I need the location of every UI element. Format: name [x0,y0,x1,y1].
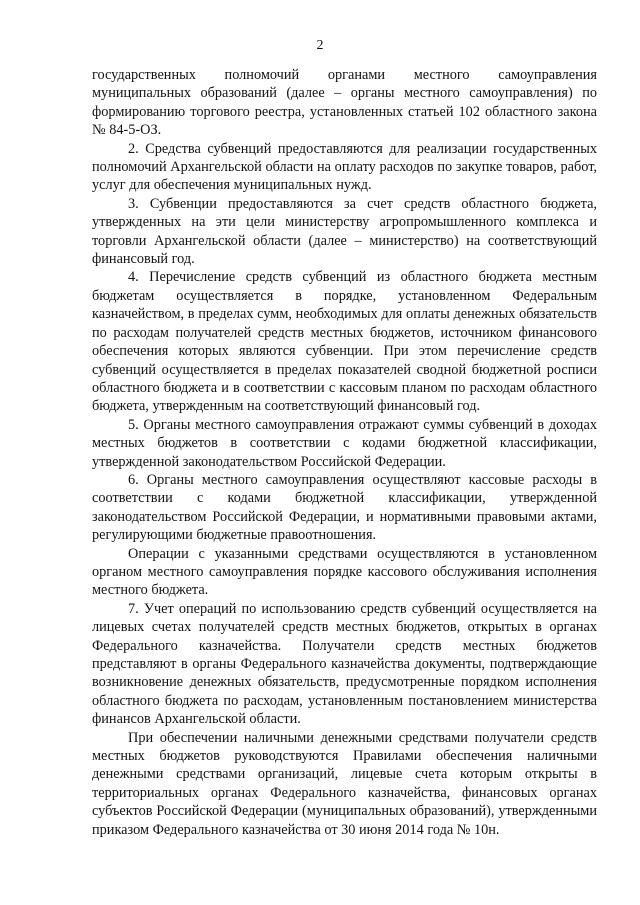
paragraph-3-subvention-funding: 3. Субвенции предоставляются за счет средств областного бюджета, утвержденных на эти цели министерству агропромышленного комплекса и торговли Архангельской области (далее – министерство) на соответствующий финансовый год. [92,195,597,268]
paragraph-2-subvention-purpose: 2. Средства субвенций предоставляются для реализации государственных полномочий Архангельской области на оплату расходов по закупке товаров, работ, услуг для обеспечения муниципальных нужд. [92,140,597,194]
paragraph-7-accounting: 7. Учет операций по использованию средств субвенций осуществляется на лицевых счетах получателей средств местных бюджетов, открытых в органах Федерального казначейства. Получатели средств местных бюджетов представляют в органы Федерального казначейства документы, подтверждающие возникновение денежных обязательств, предусмотренные порядком исполнения областного бюджета по расходам, установленным постановлением министерства финансов Архангельской области. [92,600,597,728]
document-body [92,66,597,839]
paragraph-continuation: государственных полномочий органами местного самоуправления муниципальных образований (далее – органы местного самоуправления) по формированию торгового реестра, установленных статьей 102 областного закона № 84-5-ОЗ. [92,67,597,139]
paragraph-5-revenue-reporting: 5. Органы местного самоуправления отражают суммы субвенций в доходах местных бюджетов в соответствии с кодами бюджетной классификации, утвержденной законодательством Российской Федерации. [92,416,597,470]
paragraph-4-transfer-procedure: 4. Перечисление средств субвенций из областного бюджета местным бюджетам осуществляется в порядке, установленном Федеральным казначейством, в пределах сумм, необходимых для оплаты денежных обязательств по расходам получателей средств местных бюджетов, источником финансового обеспечения которых являются субвенции. При этом перечисление средств субвенций осуществляется в пределах показателей сводной бюджетной росписи областного бюджета и в соответствии с кассовым планом по расходам областного бюджета, утвержденным на соответствующий финансовый год. [92,269,597,415]
page-number: 2 [316,38,324,53]
paragraph-cash-provision: При обеспечении наличными денежными средствами получатели средств местных бюджетов руководствуются Правилами обеспечения наличными денежными средствами организаций, лицевые счета которым открыты в территориальных органах Федерального казначейства, финансовых органах субъектов Российской Федерации (муниципальных образований), утвержденными приказом Федерального казначейства от 30 июня 2014 года № 10н. [92,729,597,838]
paragraph-operations: Операции с указанными средствами осуществляются в установленном органом местного самоуправления порядке кассового обслуживания исполнения местного бюджета. [92,545,597,599]
paragraph-6-cash-expenditures: 6. Органы местного самоуправления осуществляют кассовые расходы в соответствии с кодами бюджетной классификации, утвержденной законодательством Российской Федерации, и нормативными правовыми актами, регулирующими бюджетные правоотношения. [92,471,597,544]
